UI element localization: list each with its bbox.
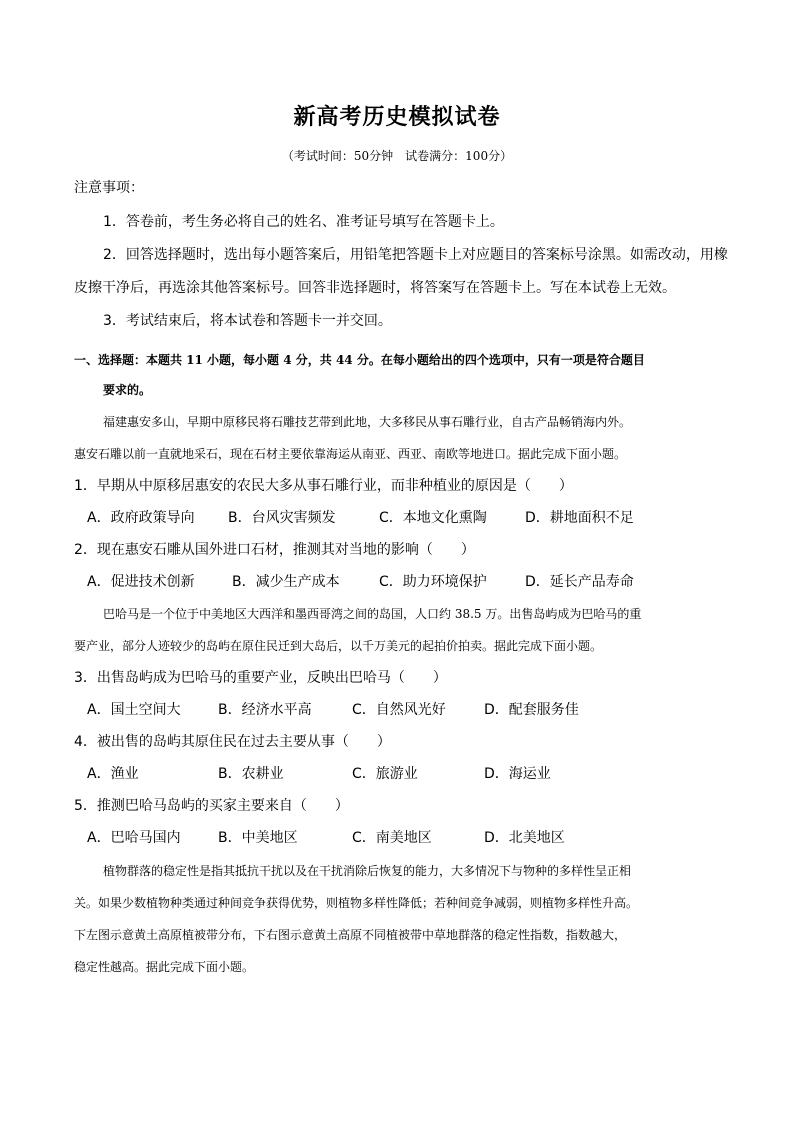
question-3-option-a[interactable]: A．国土空间大 (87, 702, 181, 718)
question-4-stem: 4．被出售的岛屿其原住民在过去主要从事（ ） (74, 734, 391, 750)
passage-1-line-2: 惠安石雕以前一直就地采石，现在石材主要依靠海运从南亚、西亚、南欧等地进口。据此完成下面小题。 (74, 447, 627, 461)
question-3-option-c[interactable]: C．自然风光好 (352, 702, 446, 718)
question-3-option-b[interactable]: B．经济水平高 (218, 702, 312, 718)
notice-heading: 注意事项： (74, 180, 144, 196)
question-3-stem: 3．出售岛屿成为巴哈马的重要产业，反映出巴哈马（ ） (74, 670, 447, 686)
passage-1-line-1: 福建惠安多山，早期中原移民将石雕技艺带到此地，大多移民从事石雕行业，自古产品畅销海内外。 (103, 415, 632, 429)
passage-2-line-1: 巴哈马是一个位于中美地区大西洋和墨西哥湾之间的岛国，人口约 38.5 万。出售岛屿成为巴哈马的重 (103, 607, 642, 621)
passage-3-line-3: 下左图示意黄土高原植被带分布，下右图示意黄土高原不同植被带中草地群落的稳定性指数，指数越大， (74, 928, 627, 942)
question-4-option-c[interactable]: C．旅游业 (352, 766, 418, 782)
passage-3-line-2: 关。如果少数植物种类通过种间竞争获得优势，则植物多样性降低；若种间竞争减弱，则植物多样性升高。 (74, 896, 639, 910)
question-5-option-b[interactable]: B．中美地区 (218, 830, 298, 846)
question-4-option-a[interactable]: A．渔业 (87, 766, 139, 782)
question-2-stem: 2．现在惠安石雕从国外进口石材，推测其对当地的影响（ ） (74, 542, 475, 558)
notice-item-2-line-2: 皮擦干净后，再选涂其他答案标号。回答非选择题时，将答案写在答题卡上。写在本试卷上无效。 (74, 280, 676, 296)
notice-item-3: 3．考试结束后，将本试卷和答题卡一并交回。 (103, 313, 392, 329)
question-5-stem: 5．推测巴哈马岛屿的买家主要来自（ ） (74, 798, 349, 814)
section-heading-line-2: 要求的。 (103, 383, 152, 397)
question-2-option-a[interactable]: A．促进技术创新 (87, 574, 195, 590)
exam-info: （考试时间：50分钟 试卷满分：100分） (281, 149, 513, 163)
question-1-option-d[interactable]: D．耕地面积不足 (525, 510, 634, 526)
question-3-option-d[interactable]: D．配套服务佳 (484, 702, 579, 718)
passage-3-line-1: 植物群落的稳定性是指其抵抗干扰以及在干扰消除后恢复的能力，大多情况下与物种的多样性呈正相 (103, 864, 632, 878)
question-5-option-a[interactable]: A．巴哈马国内 (87, 830, 181, 846)
notice-item-1: 1．答卷前，考生务必将自己的姓名、准考证号填写在答题卡上。 (103, 214, 504, 230)
question-4-option-d[interactable]: D．海运业 (484, 766, 551, 782)
notice-item-2-line-1: 2．回答选择题时，选出每小题答案后，用铅笔把答题卡上对应题目的答案标号涂黑。如需改动，用橡 (103, 247, 728, 263)
question-1-option-b[interactable]: B．台风灾害频发 (228, 510, 336, 526)
question-1-option-a[interactable]: A．政府政策导向 (87, 510, 195, 526)
question-1-stem: 1．早期从中原移居惠安的农民大多从事石雕行业，而非种植业的原因是（ ） (74, 478, 573, 494)
page-title: 新高考历史模拟试卷 (293, 105, 501, 130)
question-5-option-d[interactable]: D．北美地区 (484, 830, 565, 846)
section-heading-line-1: 一、选择题：本题共 11 小题，每小题 4 分，共 44 分。在每小题给出的四个选项中，只有一项是符合题目 (74, 353, 645, 367)
question-5-option-c[interactable]: C．南美地区 (352, 830, 432, 846)
question-2-option-b[interactable]: B．减少生产成本 (232, 574, 340, 590)
passage-3-line-4: 稳定性越高。据此完成下面小题。 (74, 960, 255, 974)
question-2-option-c[interactable]: C．助力环境保护 (379, 574, 487, 590)
passage-2-line-2: 要产业，部分人迹较少的岛屿在原住民迁到大岛后，以千万美元的起拍价拍卖。据此完成下面小题。 (74, 639, 603, 653)
question-4-option-b[interactable]: B．农耕业 (218, 766, 284, 782)
question-1-option-c[interactable]: C．本地文化熏陶 (379, 510, 487, 526)
question-2-option-d[interactable]: D．延长产品寿命 (525, 574, 634, 590)
